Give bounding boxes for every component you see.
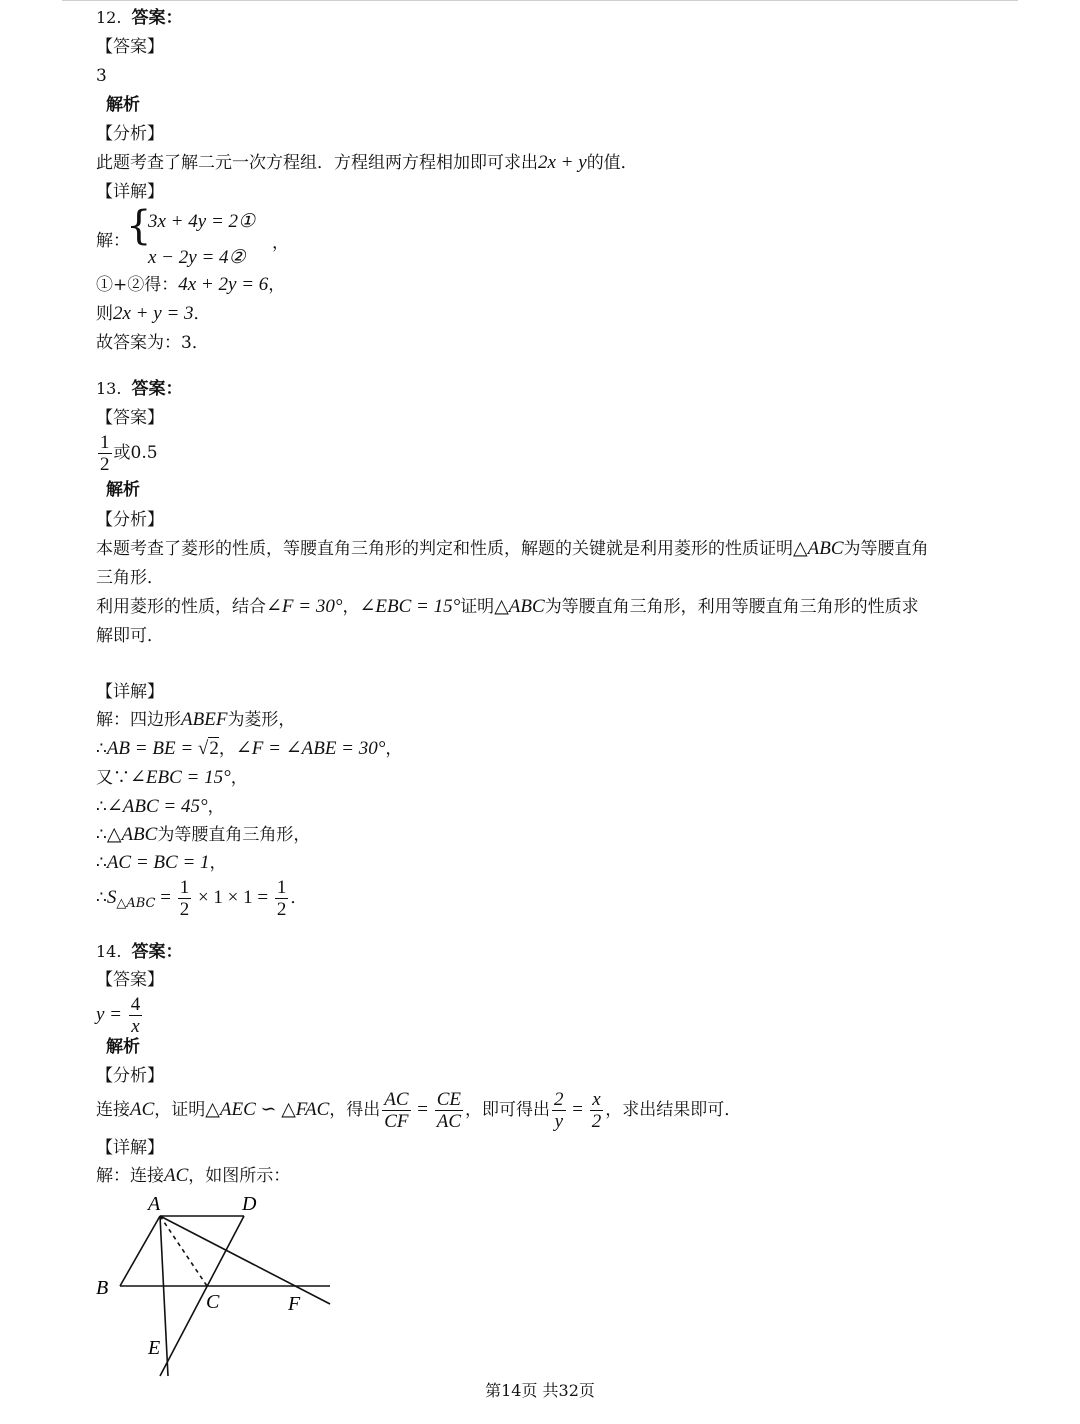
q13-step2: ∴AB = BE = √2，∠F = ∠ABE = 30°， <box>96 738 403 759</box>
segment-AB <box>120 1216 160 1286</box>
q14-answer: y = $\frac{4}{x}$ <box>96 994 141 1037</box>
q13-xiangjie-tag: 【详解】 <box>96 682 164 702</box>
q13-fenxi-line4: 解即可． <box>96 626 164 646</box>
q14-fenxi-text: 连接AC，证明△AEC ∽ △FAC，得出 $\frac{AC}{CF}$ = $\frac{CE}{AC}$ ，即可得出 $\frac{2}{y}$ = $\frac{x}{2}$ ，求出结果即可． <box>96 1089 742 1132</box>
brace-icon: { <box>126 203 152 249</box>
q12-eq1: 3x + 4y = 2① <box>148 211 256 232</box>
segment-AE-line <box>160 1216 168 1376</box>
q12-header: 12. 答案： <box>96 8 183 28</box>
q13-fenxi-tag: 【分析】 <box>96 510 164 530</box>
q12-xiangjie-tag: 【详解】 <box>96 182 164 202</box>
q13-step4: ∴∠ABC = 45°， <box>96 796 225 817</box>
q14-jiexi: 解析 <box>106 1037 140 1057</box>
q13-jiexi: 解析 <box>106 480 140 500</box>
q14-step1: 解：连接AC，如图所示： <box>96 1165 291 1186</box>
q14-header: 14. 答案： <box>96 942 183 962</box>
label-C: C <box>206 1291 220 1313</box>
label-A: A <box>148 1193 161 1215</box>
label-B: B <box>96 1277 109 1299</box>
q12-step2: 则2x + y = 3． <box>96 303 211 324</box>
q13-answer-tag: 【答案】 <box>96 408 164 428</box>
q13-fenxi-line2: 三角形． <box>96 568 164 588</box>
label-D: D <box>242 1193 257 1215</box>
q12-fenxi-tag: 【分析】 <box>96 124 164 144</box>
geometry-figure <box>90 1188 340 1378</box>
q14-fenxi-tag: 【分析】 <box>96 1066 164 1086</box>
q12-fenxi-text: 此题考查了解二元一次方程组．方程组两方程相加即可求出2x + y的值． <box>96 152 638 173</box>
q13-step5: ∴△ABC为等腰直角三角形， <box>96 824 311 845</box>
label-F: F <box>288 1293 301 1315</box>
q13-step1: 解：四边形ABEF为菱形， <box>96 709 296 730</box>
q12-eq2: x − 2y = 4② <box>148 247 246 268</box>
segment-AC-dashed <box>160 1216 207 1286</box>
q12-final: 故答案为：3． <box>96 333 209 353</box>
q14-answer-tag: 【答案】 <box>96 970 164 990</box>
top-rule <box>62 0 1018 1</box>
q12-equation-system: 解： { 3x + 4y = 2① x − 2y = 4② ， <box>96 203 289 268</box>
q13-fenxi-line3: 利用菱形的性质，结合∠F = 30°，∠EBC = 15°证明△ABC为等腰直角三角形，利用等腰直角三角形的性质求 <box>96 596 919 617</box>
q12-step1: ①+②得：4x + 2y = 6， <box>96 274 286 295</box>
segment-DE-line <box>160 1216 244 1376</box>
page-footer: 第14页 共32页 <box>485 1381 595 1400</box>
q13-step3: 又∵∠EBC = 15°， <box>96 767 248 788</box>
q13-step6: ∴AC = BC = 1， <box>96 852 227 873</box>
q14-xiangjie-tag: 【详解】 <box>96 1138 164 1158</box>
q12-answer-tag: 【答案】 <box>96 37 164 57</box>
q12-jiexi: 解析 <box>106 95 140 115</box>
q13-step7: $\therefore S_{\triangle ABC}$ = $\frac{1}{2}$ × 1 × 1 = $\frac{1}{2}$ ． <box>96 877 308 920</box>
q12-answer: 3 <box>96 66 107 86</box>
label-E: E <box>148 1337 161 1359</box>
segment-AF-line <box>160 1216 330 1304</box>
q13-answer: $\frac{1}{2}$ 或0.5 <box>100 432 158 475</box>
q13-header: 13. 答案： <box>96 379 183 399</box>
q13-fenxi-line1: 本题考查了菱形的性质，等腰直角三角形的判定和性质，解题的关键就是利用菱形的性质证明△ABC为等腰直角 <box>96 538 929 559</box>
